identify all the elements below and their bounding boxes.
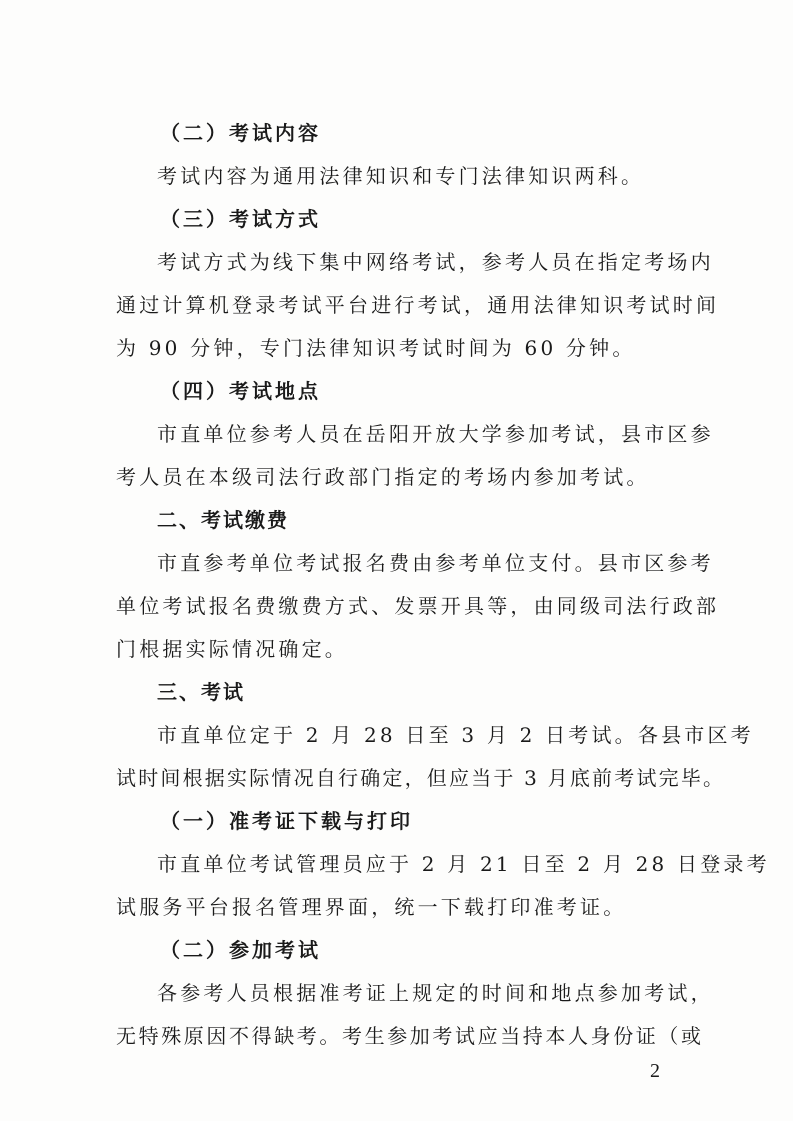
paragraph-line: 为 90 分钟，专门法律知识考试时间为 60 分钟。 bbox=[116, 336, 636, 360]
paragraph-line: 考人员在本级司法行政部门指定的考场内参加考试。 bbox=[116, 465, 650, 489]
paragraph-line: 市直单位参考人员在岳阳开放大学参加考试，县市区参 bbox=[157, 422, 714, 446]
paragraph-line: 单位考试报名费缴费方式、发票开具等，由同级司法行政部 bbox=[116, 594, 720, 618]
heading-exam-fees: 二、考试缴费 bbox=[157, 508, 289, 532]
paragraph-line: 无特殊原因不得缺考。考生参加考试应当持本人身份证（或 bbox=[116, 1024, 704, 1048]
paragraph-line: 试服务平台报名管理界面，统一下载打印准考证。 bbox=[116, 895, 627, 919]
paragraph-line: 通过计算机登录考试平台进行考试，通用法律知识考试时间 bbox=[116, 293, 720, 317]
paragraph-line: 试时间根据实际情况自行确定，但应当于 3 月底前考试完毕。 bbox=[116, 766, 726, 790]
paragraph-line: 考试内容为通用法律知识和专门法律知识两科。 bbox=[157, 164, 645, 188]
paragraph-line: 各参考人员根据准考证上规定的时间和地点参加考试， bbox=[157, 981, 714, 1005]
heading-exam: 三、考试 bbox=[157, 680, 245, 704]
paragraph-line: 门根据实际情况确定。 bbox=[116, 637, 348, 661]
paragraph-line: 市直单位考试管理员应于 2 月 21 日至 2 月 28 日登录考 bbox=[157, 852, 770, 876]
subheading-exam-method: （三）考试方式 bbox=[160, 207, 321, 231]
page-number: 2 bbox=[650, 1060, 660, 1082]
subheading-exam-location: （四）考试地点 bbox=[160, 379, 321, 403]
paragraph-line: 市直参考单位考试报名费由参考单位支付。县市区参考 bbox=[157, 551, 714, 575]
paragraph-line: 考试方式为线下集中网络考试，参考人员在指定考场内 bbox=[157, 250, 714, 274]
subheading-attend-exam: （二）参加考试 bbox=[160, 938, 321, 962]
subheading-admission-ticket: （一）准考证下载与打印 bbox=[160, 809, 413, 833]
paragraph-line: 市直单位定于 2 月 28 日至 3 月 2 日考试。各县市区考 bbox=[157, 723, 754, 747]
subheading-exam-content: （二）考试内容 bbox=[160, 121, 321, 145]
